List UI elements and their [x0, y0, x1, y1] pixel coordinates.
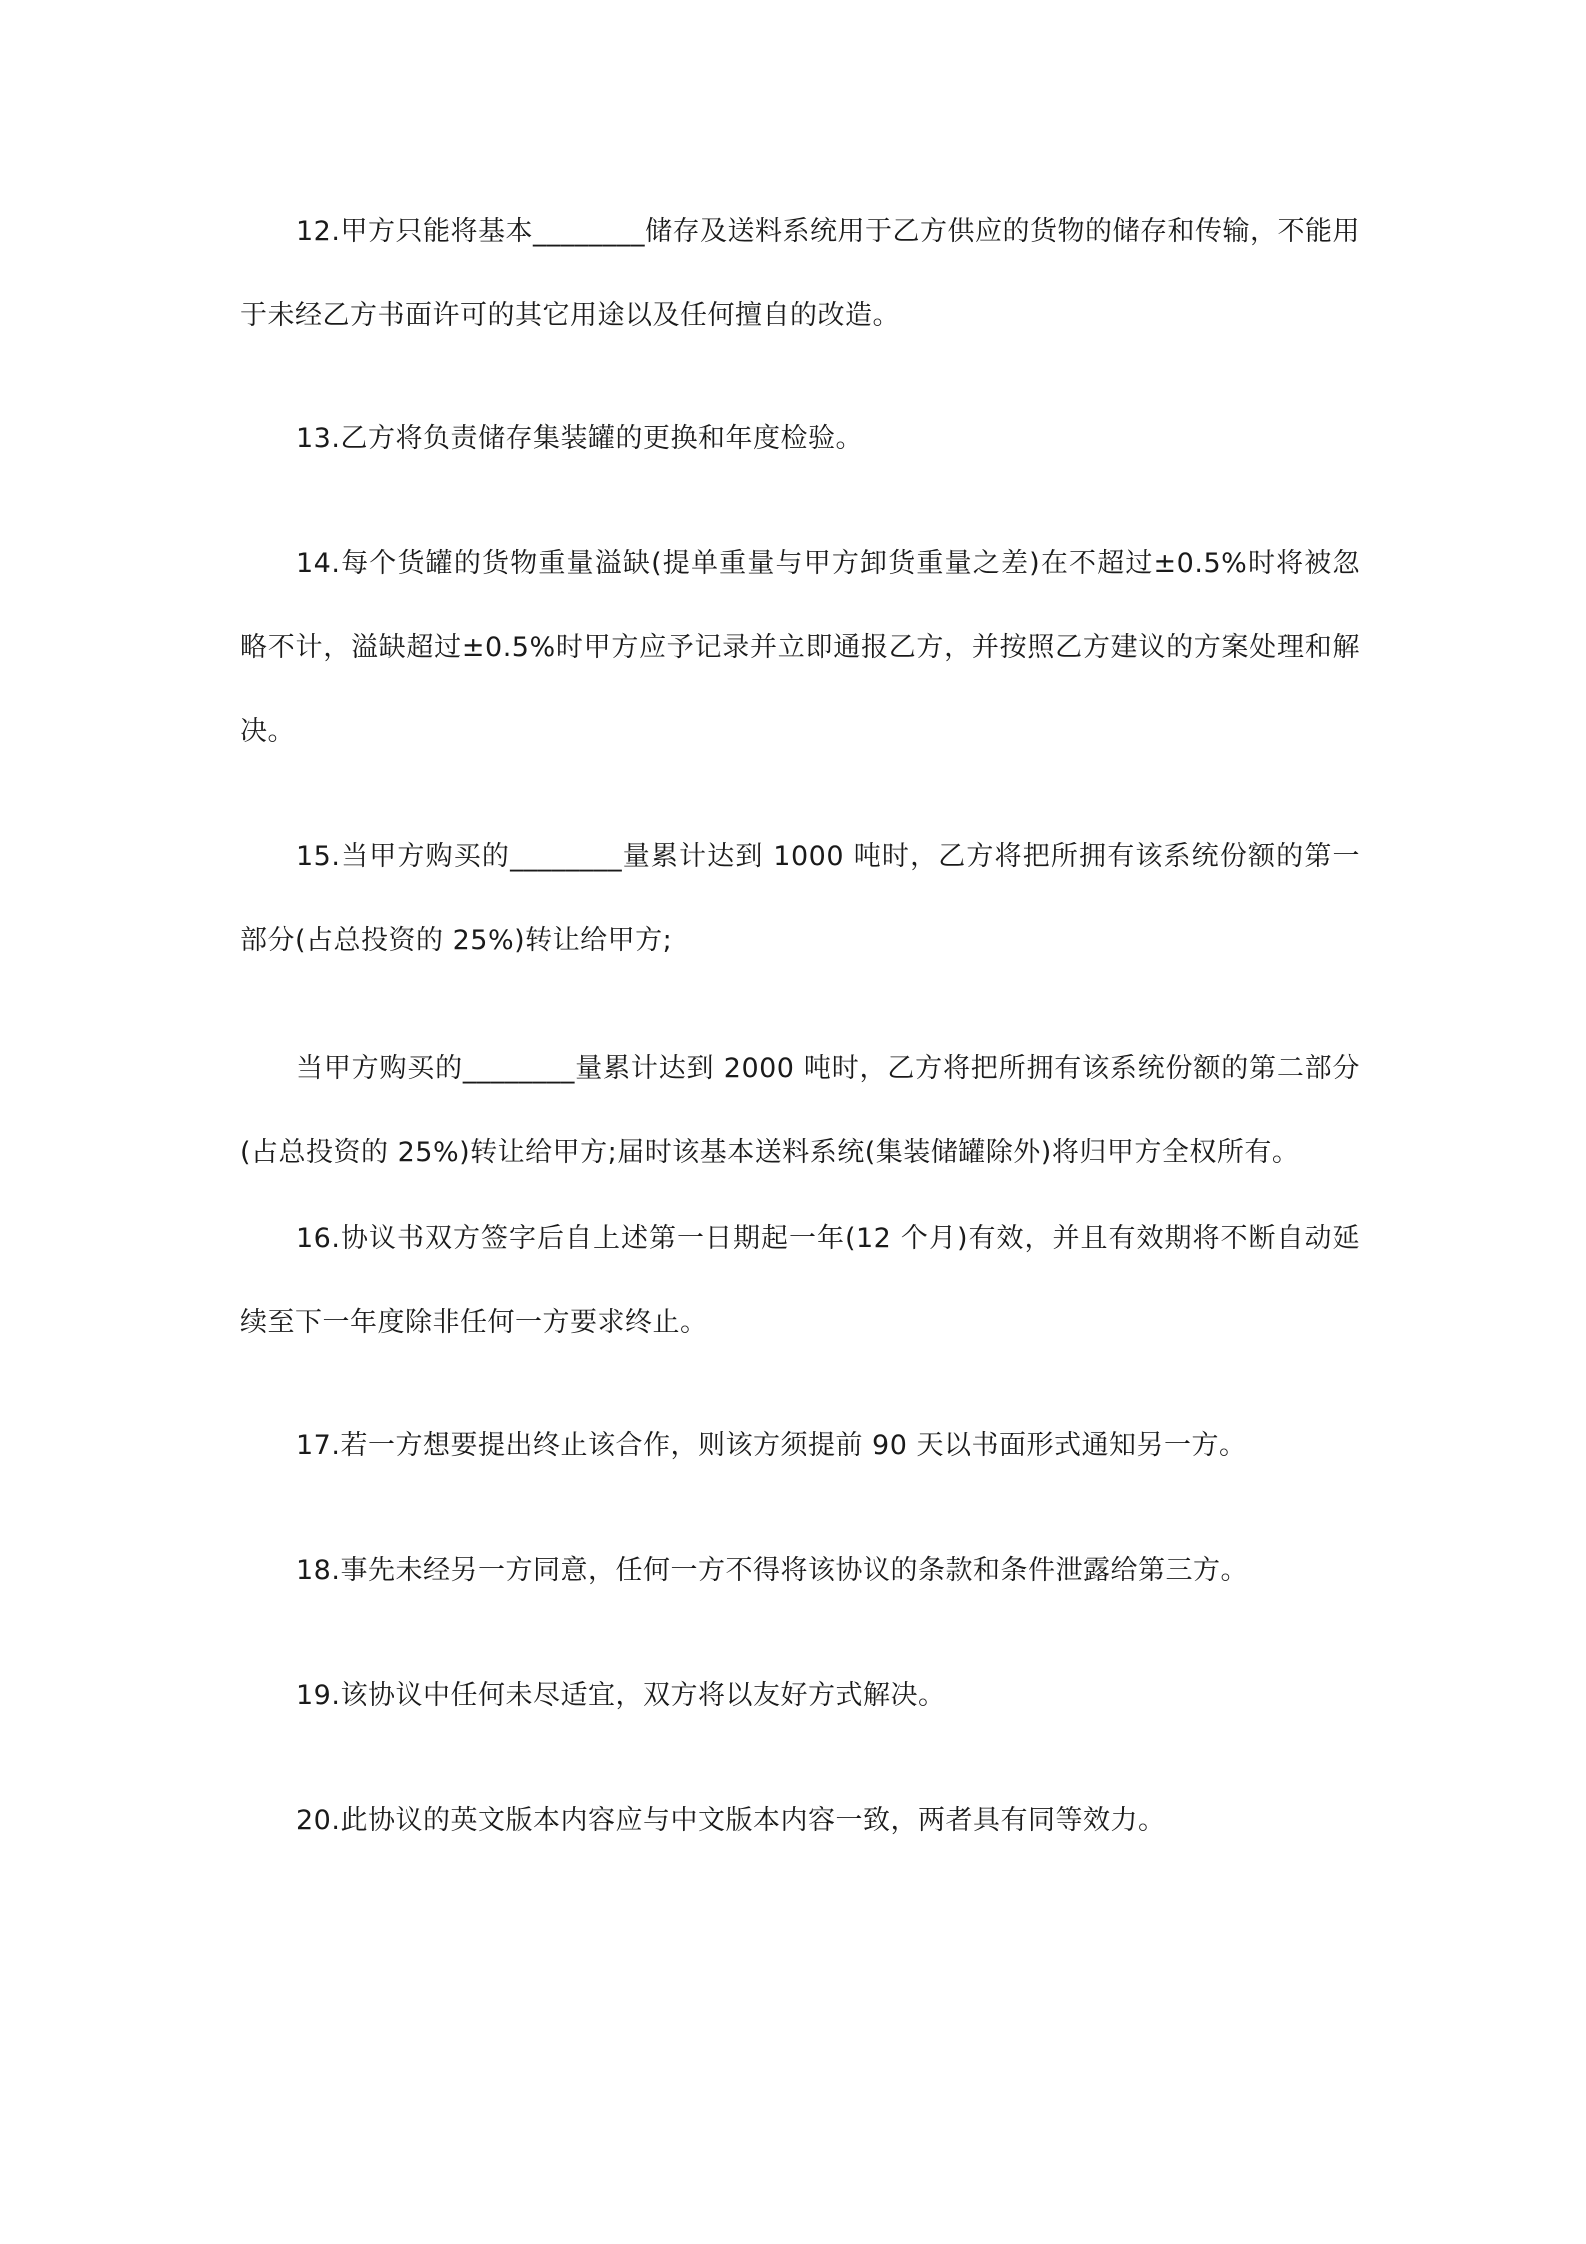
- clause-16: 16.协议书双方签字后自上述第一日期起一年(12 个月)有效，并且有效期将不断自动延续至下一年度除非任何一方要求终止。: [240, 1223, 1360, 1338]
- clause-15-continued: 当甲方购买的________量累计达到 2000 吨时，乙方将把所拥有该系统份额的第二部分(占总投资的 25%)转让给甲方;届时该基本送料系统(集装储罐除外)将归甲方全权所有。: [240, 1053, 1360, 1168]
- clause-12: 12.甲方只能将基本________储存及送料系统用于乙方供应的货物的储存和传输，不能用于未经乙方书面许可的其它用途以及任何擅自的改造。: [240, 216, 1360, 331]
- clause-20: 20.此协议的英文版本内容应与中文版本内容一致，两者具有同等效力。: [296, 1805, 1166, 1836]
- clause-18: 18.事先未经另一方同意，任何一方不得将该协议的条款和条件泄露给第三方。: [296, 1555, 1248, 1586]
- clause-14: 14.每个货罐的货物重量溢缺(提单重量与甲方卸货重量之差)在不超过±0.5%时将被忽略不计，溢缺超过±0.5%时甲方应予记录并立即通报乙方，并按照乙方建议的方案处理和解决。: [240, 548, 1360, 747]
- clause-15: 15.当甲方购买的________量累计达到 1000 吨时，乙方将把所拥有该系统份额的第一部分(占总投资的 25%)转让给甲方;: [240, 841, 1360, 956]
- clause-13: 13.乙方将负责储存集装罐的更换和年度检验。: [296, 423, 863, 454]
- clause-17: 17.若一方想要提出终止该合作，则该方须提前 90 天以书面形式通知另一方。: [296, 1430, 1247, 1461]
- clause-19: 19.该协议中任何未尽适宜，双方将以友好方式解决。: [296, 1680, 946, 1711]
